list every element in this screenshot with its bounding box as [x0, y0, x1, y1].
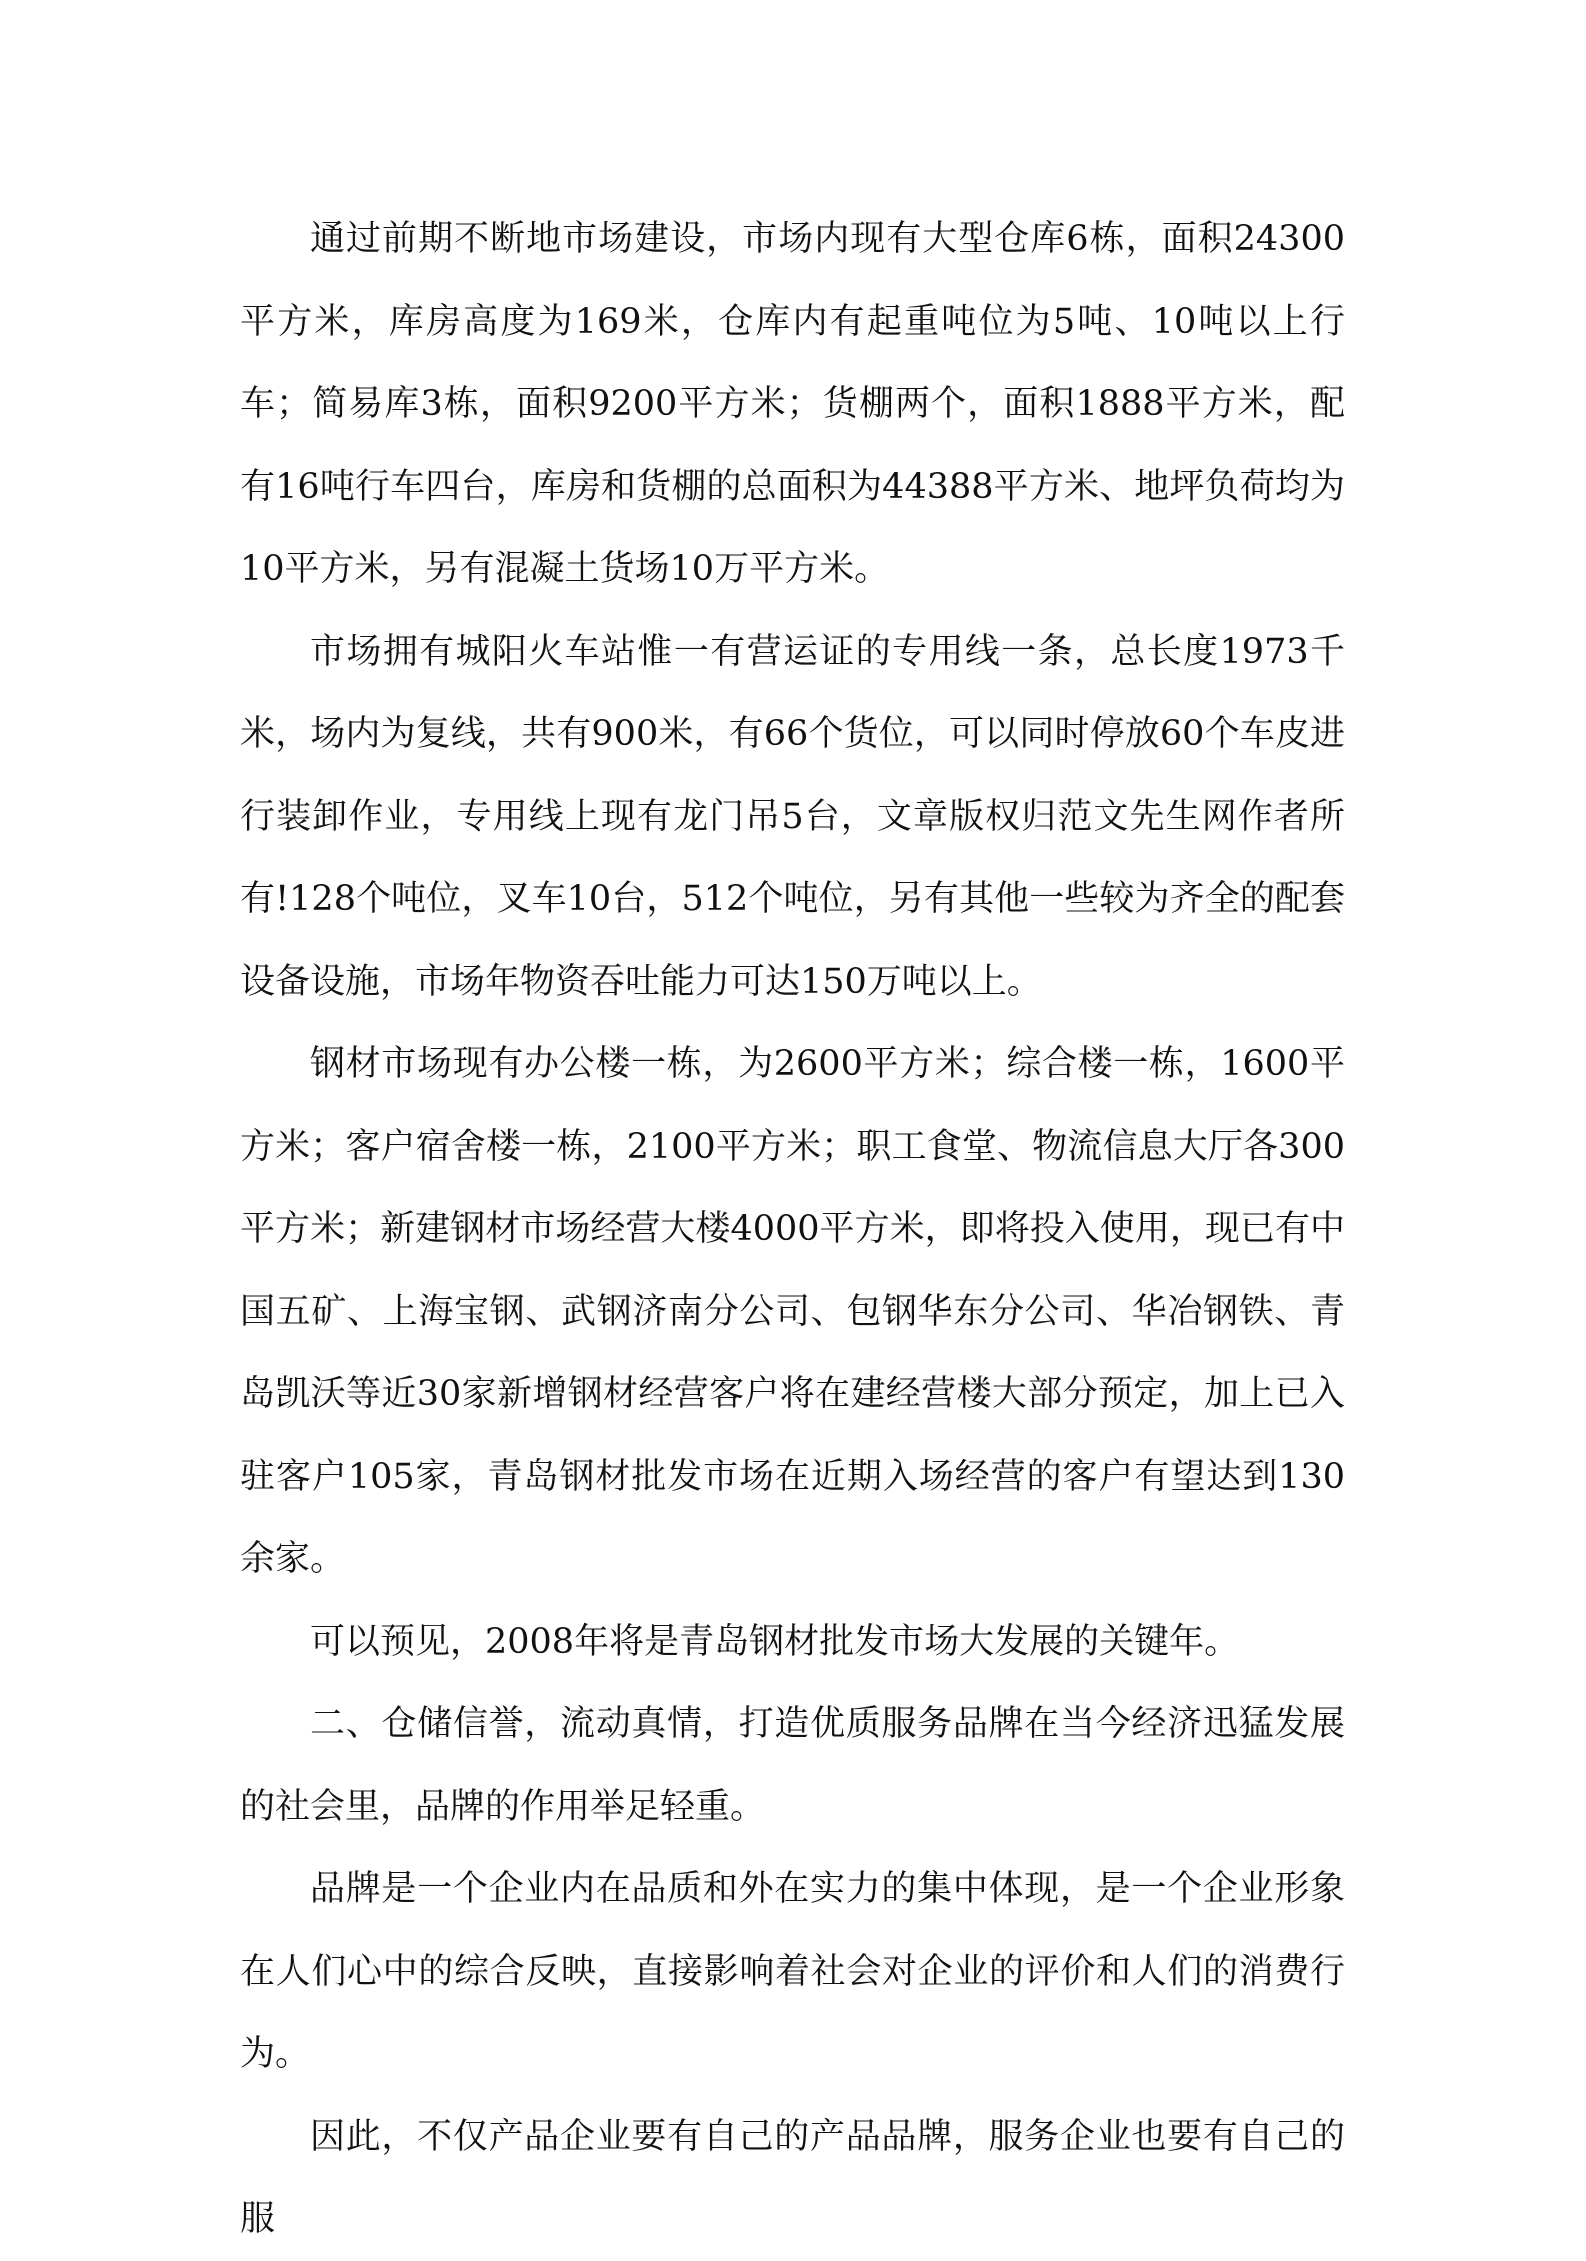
paragraph-brand-importance: 品牌是一个企业内在品质和外在实力的集中体现，是一个企业形象在人们心中的综合反映，直接影响着社会对企业的评价和人们的消费行为。 [240, 1869, 1345, 2074]
document-body [240, 198, 1345, 2261]
paragraph-service-brand: 因此，不仅产品企业要有自己的产品品牌，服务企业也要有自己的服 [240, 2116, 1345, 2239]
paragraph-railway-line: 市场拥有城阳火车站惟一有营运证的专用线一条，总长度1973千米，场内为复线，共有900米，有66个货位，可以同时停放60个车皮进行装卸作业，专用线上现有龙门吊5台，文章版权归范文先生网作者所有!128个吨位，叉车10台，512个吨位，另有其他一些较为齐全的配套设备设施，市场年物资吞吐能力可达150万吨以上。 [240, 631, 1345, 1002]
paragraph-office-buildings: 钢材市场现有办公楼一栋，为2600平方米；综合楼一栋，1600平方米；客户宿舍楼一栋，2100平方米；职工食堂、物流信息大厅各300平方米；新建钢材市场经营大楼4000平方米，即将投入使用，现已有中国五矿、上海宝钢、武钢济南分公司、包钢华东分公司、华冶钢铁、青岛凯沃等近30家新增钢材经营客户将在建经营楼大部分预定，加上已入驻客户105家，青岛钢材批发市场在近期入场经营的客户有望达到130余家。 [240, 1044, 1345, 1579]
paragraph-warehouse-facilities: 通过前期不断地市场建设，市场内现有大型仓库6栋，面积24300平方米，库房高度为169米，仓库内有起重吨位为5吨、10吨以上行车；简易库3栋，面积9200平方米；货棚两个，面积1888平方米，配有16吨行车四台，库房和货棚的总面积为44388平方米、地坪负荷均为10平方米，另有混凝土货场10万平方米。 [240, 219, 1345, 589]
paragraph-forecast-2008: 可以预见，2008年将是青岛钢材批发市场大发展的关键年。 [310, 1621, 1240, 1662]
paragraph-section-two-heading: 二、仓储信誉，流动真情，打造优质服务品牌在当今经济迅猛发展的社会里，品牌的作用举足轻重。 [240, 1704, 1345, 1827]
